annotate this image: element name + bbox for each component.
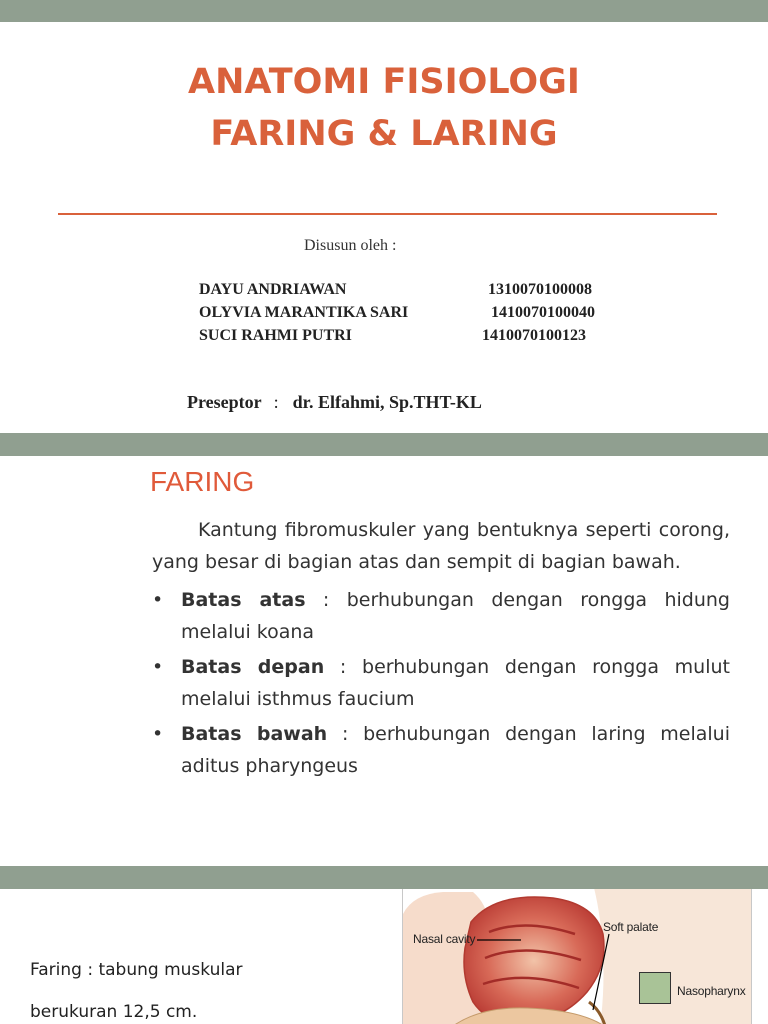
- author-id: 1410070100123: [482, 327, 586, 344]
- faring-detail-slide: [0, 889, 768, 1024]
- bullet-icon: •: [152, 589, 164, 611]
- anatomy-figure: [402, 889, 752, 1024]
- bullet-label: Batas atas: [181, 589, 306, 611]
- body-text-line: berukuran 12,5 cm.: [30, 1002, 198, 1022]
- preseptor-title: , Sp.THT-KL: [380, 392, 482, 412]
- top-band: [0, 0, 768, 22]
- bullet-text: : berhubungan dengan rongga mulut melalui isthmus faucium: [181, 656, 730, 710]
- list-item: [152, 651, 730, 715]
- nasopharynx-label: Nasopharynx: [677, 984, 746, 998]
- head-tissue: [593, 889, 751, 1024]
- bullet-list: [152, 584, 730, 782]
- list-item: [152, 718, 730, 782]
- title-divider: [58, 213, 717, 215]
- subtitle: Disusun oleh :: [304, 237, 397, 254]
- preseptor-line: [187, 392, 482, 413]
- pharynx-illustration: [403, 889, 751, 1024]
- title-line-1: ANATOMI FISIOLOGI: [188, 62, 580, 102]
- bullet-label: Batas bawah: [181, 723, 328, 745]
- bullet-text: : berhubungan dengan laring melalui aditus pharyngeus: [181, 723, 730, 777]
- faring-slide: [0, 456, 768, 866]
- bullet-icon: •: [152, 723, 164, 745]
- nasal-cavity-shape: [464, 897, 604, 1024]
- author-name: OLYVIA MARANTIKA SARI: [199, 304, 409, 321]
- author-name: DAYU ANDRIAWAN: [199, 281, 347, 298]
- separator-band: [0, 433, 768, 456]
- author-id: 1310070100008: [488, 281, 592, 298]
- bullet-text: : berhubungan dengan rongga hidung melalui koana: [181, 589, 730, 643]
- preseptor-separator: :: [273, 392, 279, 412]
- author-id: 1410070100040: [491, 304, 595, 321]
- preseptor-name: dr. Elfahmi: [292, 392, 381, 412]
- author-name: SUCI RAHMI PUTRI: [199, 327, 352, 344]
- separator-band: [0, 866, 768, 889]
- section-heading: FARING: [150, 466, 255, 497]
- title-line-2: FARING & LARING: [210, 114, 558, 154]
- nasopharynx-legend-swatch: [639, 972, 671, 1004]
- preseptor-label: Preseptor: [187, 392, 262, 412]
- slide-content: [152, 514, 730, 785]
- intro-paragraph: Kantung fibromuskuler yang bentuknya seperti corong, yang besar di bagian atas dan sempit di bagian bawah.: [152, 519, 730, 573]
- list-item: [152, 584, 730, 648]
- soft-palate-label: Soft palate: [603, 920, 659, 934]
- bullet-label: Batas depan: [181, 656, 325, 678]
- slide-title: [0, 56, 768, 160]
- bullet-icon: •: [152, 656, 164, 678]
- nasal-cavity-label: Nasal cavity: [413, 932, 476, 946]
- title-slide: [0, 22, 768, 433]
- body-text-line: Faring : tabung muskular: [30, 960, 243, 980]
